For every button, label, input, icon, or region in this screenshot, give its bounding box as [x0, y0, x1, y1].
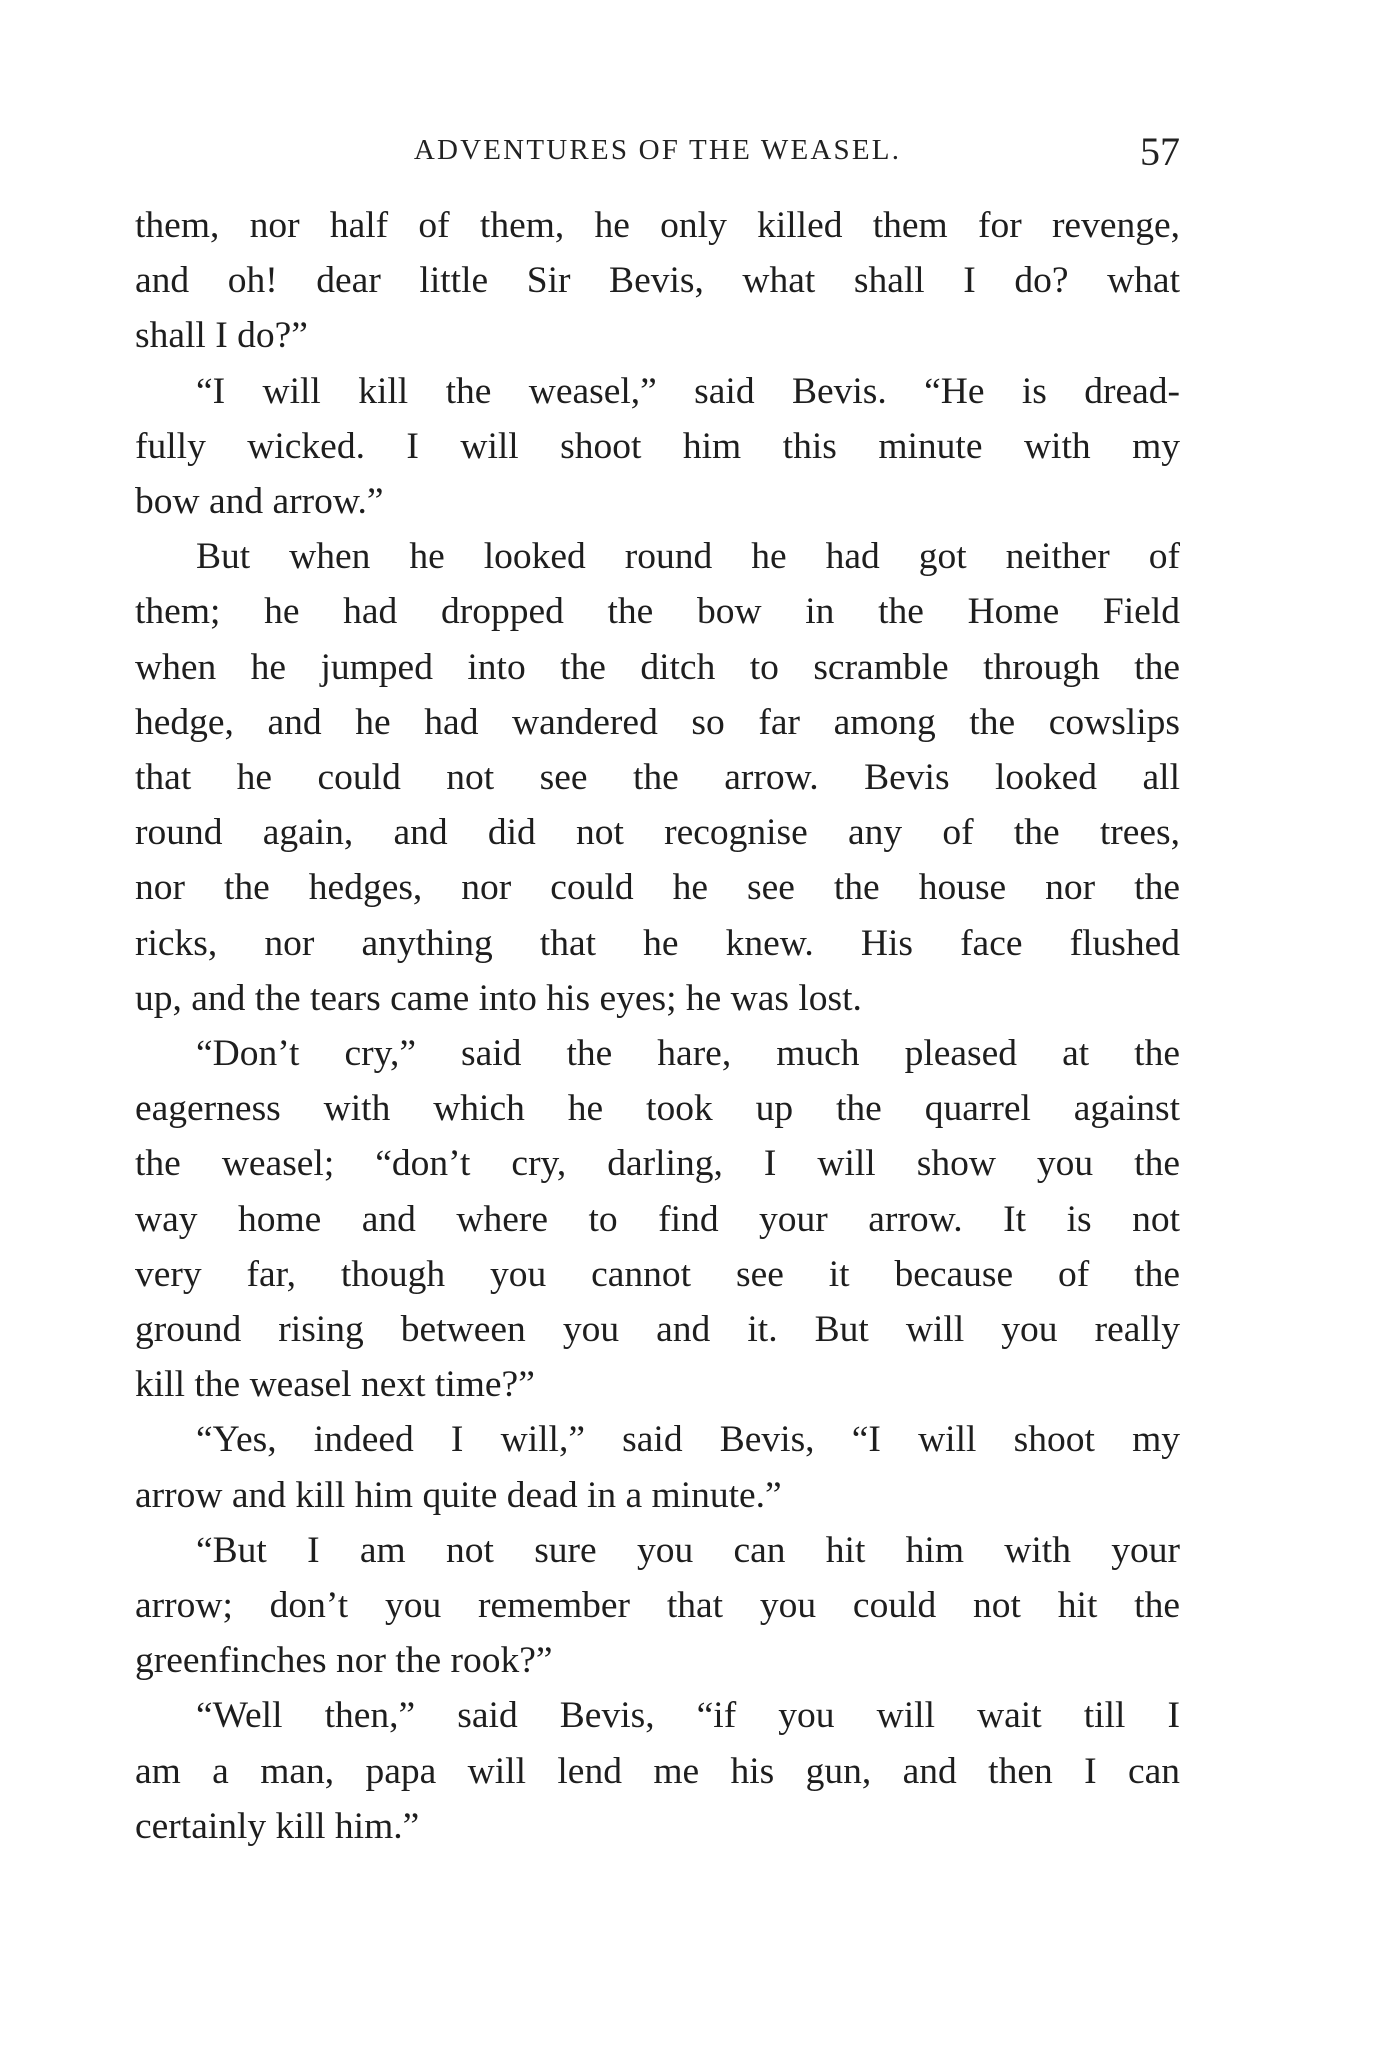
text-line: “Yes, indeed I will,” said Bevis, “I will shoot my [196, 1419, 1180, 1461]
paragraph [135, 1523, 1180, 1689]
text-line: “But I am not sure you can hit him with your [196, 1529, 1180, 1571]
paragraph [135, 1026, 1180, 1412]
page-number: 57 [1140, 129, 1180, 174]
running-head [135, 128, 1180, 178]
paragraph [135, 364, 1180, 530]
text-line: “I will kill the weasel,” said Bevis. “He is dread- [196, 370, 1180, 412]
text-line: kill the weasel next time?” [135, 1364, 535, 1406]
text-line: ground rising between you and it. But will you really [135, 1309, 1180, 1351]
text-line: “Don’t cry,” said the hare, much pleased at the [196, 1033, 1180, 1075]
text-line: am a man, papa will lend me his gun, and then I can [135, 1750, 1180, 1792]
text-line: eagerness with which he took up the quarrel against [135, 1088, 1180, 1130]
text-line: nor the hedges, nor could he see the house nor the [135, 867, 1180, 909]
text-line: hedge, and he had wandered so far among the cowslips [135, 701, 1180, 743]
text-line: certainly kill him.” [135, 1805, 420, 1847]
text-line: way home and where to find your arrow. It is not [135, 1198, 1180, 1240]
paragraph [135, 198, 1180, 364]
text-line: up, and the tears came into his eyes; he was lost. [135, 977, 862, 1019]
paragraph [135, 529, 1180, 1026]
text-line: arrow and kill him quite dead in a minute.” [135, 1474, 782, 1516]
text-line: round again, and did not recognise any of the trees, [135, 812, 1180, 854]
text-line: the weasel; “don’t cry, darling, I will show you the [135, 1143, 1180, 1185]
text-line: bow and arrow.” [135, 481, 384, 523]
paragraph [135, 1688, 1180, 1854]
text-line: that he could not see the arrow. Bevis looked all [135, 757, 1180, 799]
body-text [135, 198, 1180, 1854]
text-line: fully wicked. I will shoot him this minute with my [135, 425, 1180, 467]
text-line: shall I do?” [135, 315, 308, 357]
text-line: and oh! dear little Sir Bevis, what shall I do? what [135, 260, 1180, 302]
running-title: ADVENTURES OF THE WEASEL. [413, 134, 902, 166]
text-line: greenfinches nor the rook?” [135, 1640, 553, 1682]
text-line: when he jumped into the ditch to scramble through the [135, 646, 1180, 688]
text-line: arrow; don’t you remember that you could not hit the [135, 1585, 1180, 1627]
text-line: “Well then,” said Bevis, “if you will wait till I [196, 1695, 1180, 1737]
text-line: them, nor half of them, he only killed them for revenge, [135, 205, 1180, 246]
text-line: very far, though you cannot see it because of the [135, 1253, 1180, 1295]
text-line: them; he had dropped the bow in the Home Field [135, 591, 1180, 633]
text-line: But when he looked round he had got neither of [196, 536, 1180, 578]
text-line: ricks, nor anything that he knew. His face flushed [135, 922, 1180, 964]
paragraph [135, 1412, 1180, 1522]
